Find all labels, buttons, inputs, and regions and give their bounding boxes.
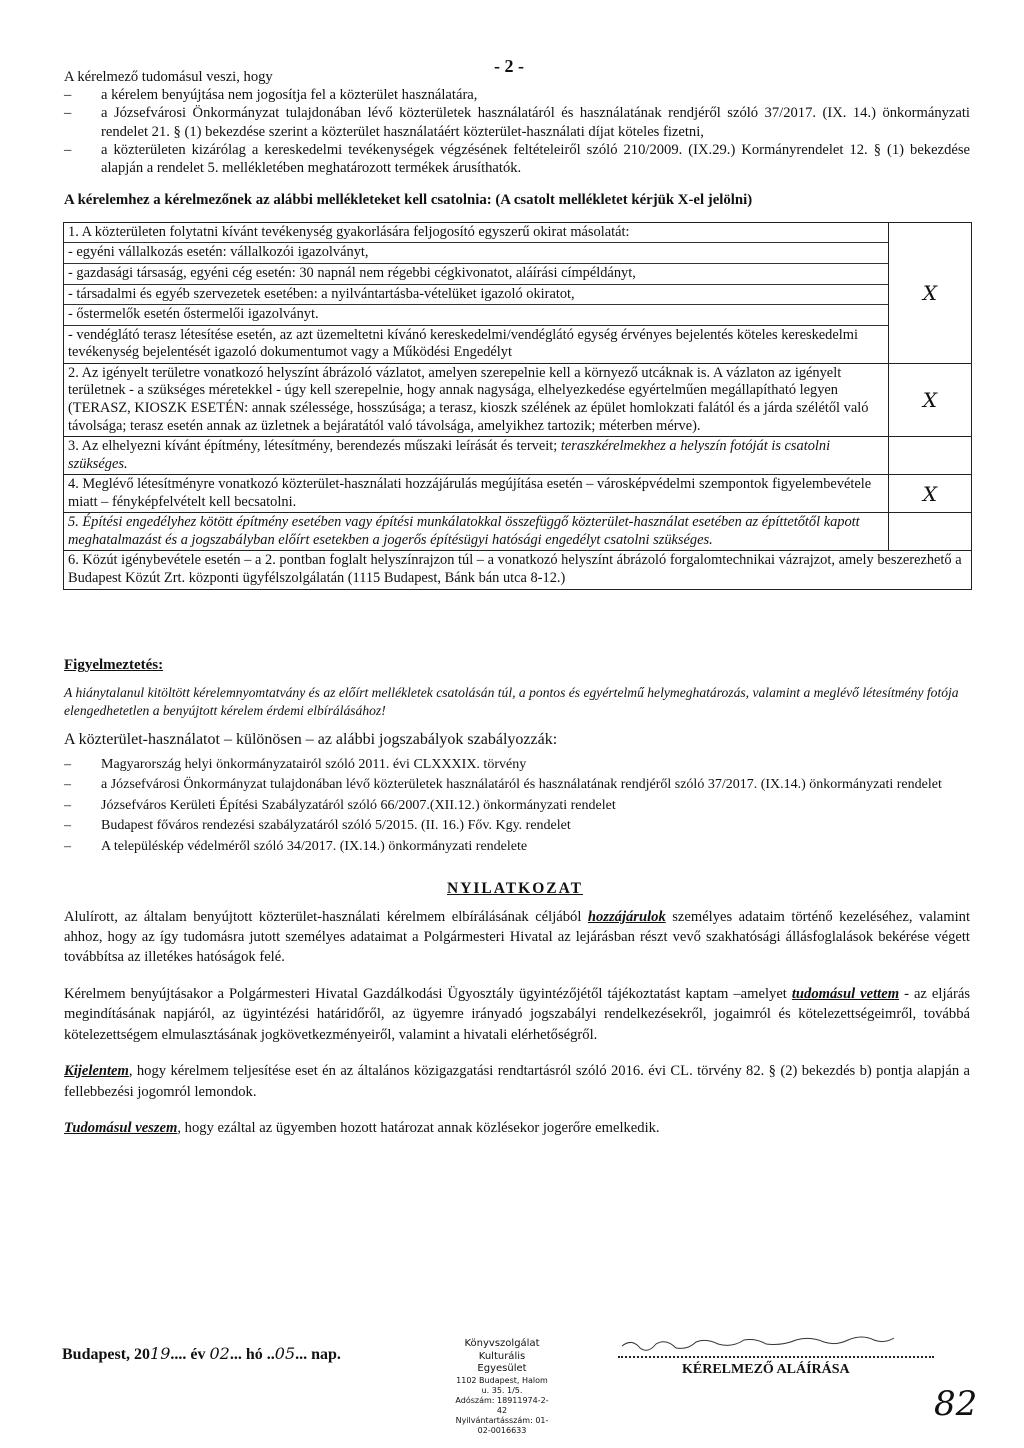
attachments-heading: A kérelemhez a kérelmezőnek az alábbi mellékleteket kell csatolnia: (A csatolt mellékletet kérjük X-el jelölni) <box>64 192 753 209</box>
list-item: – Budapest főváros rendezési szabályzatáról szóló 5/2015. (II. 16.) Főv. Kgy. rendelet <box>64 818 571 834</box>
list-item: – A településkép védelméről szóló 34/2017. (IX.14.) önkormányzati rendelete <box>64 838 528 854</box>
list-item: – Magyarország helyi önkormányzatairól szóló 2011. évi CLXXXIX. törvény <box>64 756 527 772</box>
list-item: – Józsefváros Kerületi Építési Szabályzatáról szóló 66/2007.(XII.12.) önkormányzati rendelet <box>64 797 616 813</box>
row1-item: - gazdasági társaság, egyéni cég esetén: 30 napnál nem régebbi cégkivonatot, aláírási címpéldányt, <box>64 263 888 284</box>
row3-text: 3. Az elhelyezni kívánt építmény, létesítmény, berendezés műszaki leírását és terveit; teraszkérelmekhez a helyszín fotóját is csatolni szükséges. <box>64 437 889 475</box>
date-day: 05 <box>274 1344 296 1363</box>
laws-heading: A közterület-használatot – különösen – az alábbi jogszabályok szabályozzák: <box>64 730 558 748</box>
row1-checkmark[interactable]: X <box>889 222 972 363</box>
declaration-paragraph: Kijelentem, hogy kérelmem teljesítése eset én az általános közigazgatási rendtartásról szóló 2016. évi CL. törvény 82. § (2) bekezdés b) pontja alapján a fellebbezési jogomról lemondok. <box>64 1063 970 1100</box>
row4-text: 4. Meglévő létesítményre vonatkozó közterület-használati hozzájárulás megújítása esetén – városképvédelmi szempontok figyelembevétele miatt – fényképfelvételt kell becsatolni. <box>64 475 889 513</box>
organization-stamp: Könyvszolgálat Kulturális Egyesület 1102 Budapest, Halom u. 35. 1/5. Adószám: 18911974-2-42 Nyilvántartásszám: 01-02-0016633 <box>455 1338 549 1435</box>
table-row <box>64 363 972 436</box>
table-row <box>64 513 972 551</box>
row2-text: 2. Az igényelt területre vonatkozó helyszínt ábrázoló vázlatot, amelyen szerepelnie kell a környező utcáknak is. A vázlaton az igényelt területnek - a szükséges méretekkel - úgy kell szerepelnie, hogy annak nagysága, elhelyezkedése egyértelműen megállapítható legyen (TERASZ, KIOSZK ESETÉN: annak szélessége, hosszúsága; a terasz, kioszk szélének az épület homlokzati falától és a járda szélétől való távolsága; terasz esetén annak az üzletnek a bejáratától való távolsága, amelyikhez tartozik; méterben mérve). <box>64 363 889 436</box>
warning-text: A hiánytalanul kitöltött kérelemnyomtatvány és az előírt mellékletek csatolásán túl, a pontos és egyértelmű helymeghatározás, valamint a meglévő létesítmény fotója elengedhetetlen a benyújtott kérelem érdemi elbírálásához! <box>64 685 959 718</box>
row1-item: - egyéni vállalkozás esetén: vállalkozói igazolványt, <box>64 242 888 263</box>
row5-checkmark[interactable] <box>889 513 972 551</box>
list-item: – a kérelem benyújtása nem jogosítja fel a közterület használatára, <box>64 87 478 104</box>
signature-label: KÉRELMEZŐ ALÁÍRÁSA <box>682 1362 850 1377</box>
handwritten-number: 82 <box>934 1384 978 1424</box>
list-item: – a közterületen kizárólag a kereskedelmi tevékenységek végzésének feltételeiről szóló 210/2009. (IX.29.) Kormányrendelet 12. § (1) bekezdése alapján a rendelet 5. mellékletében meghatározott termékek árusíthatók. <box>64 141 970 177</box>
declaration-paragraph: Alulírott, az általam benyújtott közterület-használati kérelmem elbírálásának céljából hozzájárulok személyes adataim történő kezeléséhez, valamint ahhoz, hogy az így tudomásra jutott személyes adataimat a Polgármesteri Hivatal az lejárásban részt vevő szakhatósági állásfoglalások bekérése végett továbbítsa az illetékes hatóságok felé. <box>64 908 971 966</box>
table-row <box>64 475 972 513</box>
table-row <box>64 551 972 589</box>
declaration-paragraph: Kérelmem benyújtásakor a Polgármesteri Hivatal Gazdálkodási Ügyosztály ügyintézőjétől tájékoztatást kaptam –amelyet tudomásul vettem - az eljárás megindításának napjáról, az ügyintézési határidőről, az ügyemre irányadó jogszabályi rendelkezésekről, jogaimról és kötelezettségeimről, továbbá kötelezettségem elmulasztásának jogkövetkezményeiről, valamint a hivatali elérhetőségről. <box>64 985 971 1043</box>
table-row <box>64 222 972 363</box>
laws-list <box>60 756 970 856</box>
warning-heading: Figyelmeztetés: <box>64 656 164 673</box>
intro-list <box>60 86 970 177</box>
table-row <box>64 437 972 475</box>
page-number: - 2 - <box>494 56 524 76</box>
signature-line[interactable] <box>618 1342 934 1358</box>
place-date: Budapest, 2019.... év 02... hó ..05... nap. <box>62 1344 341 1363</box>
attachments-table <box>63 222 972 590</box>
list-item: – a Józsefvárosi Önkormányzat tulajdonában lévő közterületek használatáról és használatának rendjéről szóló 37/2017. (IX.14.) önkormányzati rendelet <box>64 777 942 793</box>
intro-text: A kérelmező tudomásul veszi, hogy <box>64 69 273 85</box>
row5-text: 5. Építési engedélyhez kötött építmény esetében vagy építési munkálatokkal összefüggő közterület-használat esetében az építtetőtől kapott meghatalmazást és a jogszabályban előírt esetekben a jogerős építésügyi hatósági engedélyt csatolni szükséges. <box>64 513 889 551</box>
date-month: 02 <box>209 1344 230 1363</box>
declaration-title: NYILATKOZAT <box>447 880 583 898</box>
row2-checkmark[interactable]: X <box>889 363 972 436</box>
row1-item: - vendéglátó terasz létesítése esetén, az azt üzemeltetni kívánó kereskedelmi/vendéglátó egység érvényes bejelentés köteles kereskedelmi tevékenység bejelentését igazoló dokumentumot vagy a Működési Engedélyt <box>64 325 888 363</box>
row1-title: 1. A közterületen folytatni kívánt tevékenység gyakorlására feljogosító egyszerű okirat másolatát: <box>68 223 630 240</box>
row1-item: - őstermelők esetén őstermelői igazolványt. <box>64 304 888 325</box>
row6-text: 6. Közút igénybevétele esetén – a 2. pontban foglalt helyszínrajzon túl – a vonatkozó helyszínt ábrázoló forgalomtechnikai vázrajzot, amely beszerezhető a Budapest Közút Zrt. központi ügyfélszolgálatán (1115 Budapest, Bánk bán utca 8-12.) <box>64 551 972 589</box>
list-item: – a Józsefvárosi Önkormányzat tulajdonában lévő közterületek használatáról és használatának rendjéről szóló 37/2017. (IX. 14.) önkormányzati rendelet 21. § (1) bekezdése szerint a közterület használatáért közterület-használati díjat köteles fizetni, <box>64 105 970 140</box>
row1-item: - társadalmi és egyéb szervezetek esetében: a nyilvántartásba-vételüket igazoló okiratot, <box>64 284 888 305</box>
document-page <box>60 50 970 1154</box>
row3-checkmark[interactable] <box>889 437 972 475</box>
row4-checkmark[interactable]: X <box>889 475 972 513</box>
declaration-paragraph: Tudomásul veszem, hogy ezáltal az ügyemben hozott határozat annak közlésekor jogerőre emelkedik. <box>64 1119 660 1136</box>
date-year: 19 <box>150 1344 171 1363</box>
signature-footer <box>62 1336 978 1436</box>
handwritten-signature <box>618 1334 934 1352</box>
